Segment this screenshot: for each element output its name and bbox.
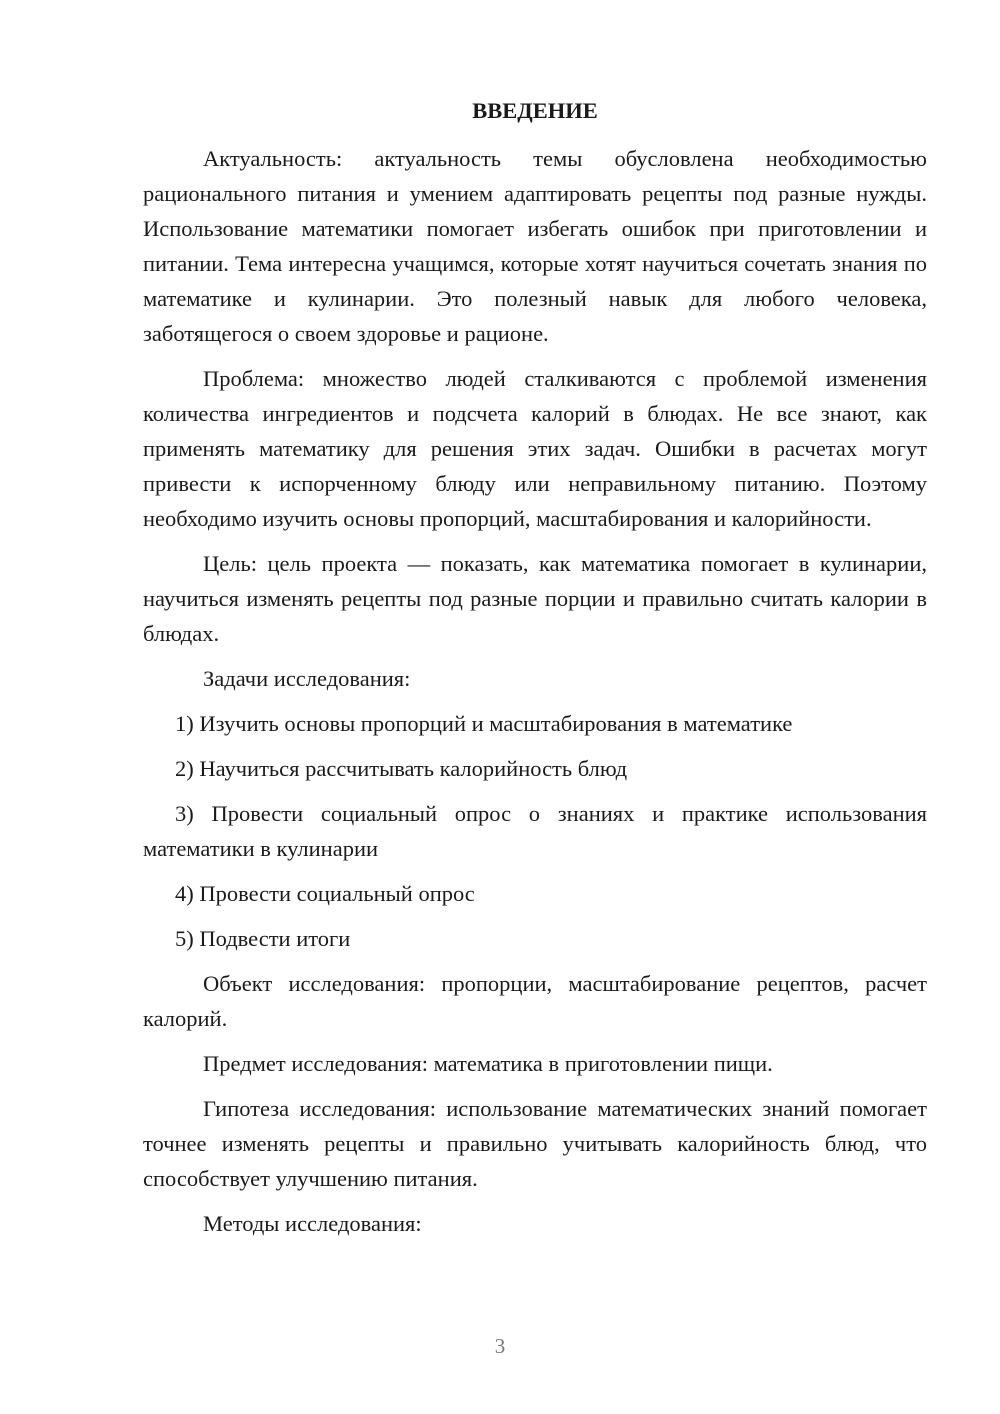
tasks-heading: Задачи исследования: (203, 666, 411, 691)
task-item-5: 5) Подвести итоги (175, 926, 351, 951)
task-item-1: 1) Изучить основы пропорций и масштабирования в математике (175, 711, 793, 736)
relevance-paragraph: Актуальность: актуальность темы обусловлена необходимостью рационального питания и умением адаптировать рецепты под разные нужды. Использование математики помогает избегать ошибок при приготовлении и питании. Тема интересна учащимся, которые хотят научиться сочетать знания по математике и кулинарии. Это полезный навык для любого человека, заботящегося о своем здоровье и рационе. (143, 146, 927, 346)
document-page (143, 95, 927, 1251)
subject-paragraph: Предмет исследования: математика в приготовлении пищи. (203, 1051, 773, 1076)
methods-heading: Методы исследования: (203, 1211, 422, 1236)
problem-paragraph: Проблема: множество людей сталкиваются с проблемой изменения количества ингредиентов и подсчета калорий в блюдах. Не все знают, как применять математику для решения этих задач. Ошибки в расчетах могут привести к испорченному блюду или неправильному питанию. Поэтому необходимо изучить основы пропорций, масштабирования и калорийности. (143, 366, 927, 531)
task-item-4: 4) Провести социальный опрос (175, 881, 475, 906)
hypothesis-paragraph: Гипотеза исследования: использование математических знаний помогает точнее изменять рецепты и правильно учитывать калорийность блюд, что способствует улучшению питания. (143, 1096, 927, 1191)
page-number: 3 (494, 1334, 506, 1358)
object-paragraph: Объект исследования: пропорции, масштабирование рецептов, расчет калорий. (143, 971, 927, 1031)
task-item-3: 3) Провести социальный опрос о знаниях и практике использования математики в кулинарии (143, 801, 927, 861)
goal-paragraph: Цель: цель проекта — показать, как математика помогает в кулинарии, научиться изменять рецепты под разные порции и правильно считать калории в блюдах. (143, 551, 927, 646)
section-title: ВВЕДЕНИЕ (472, 98, 598, 123)
task-item-2: 2) Научиться рассчитывать калорийность блюд (175, 756, 628, 781)
